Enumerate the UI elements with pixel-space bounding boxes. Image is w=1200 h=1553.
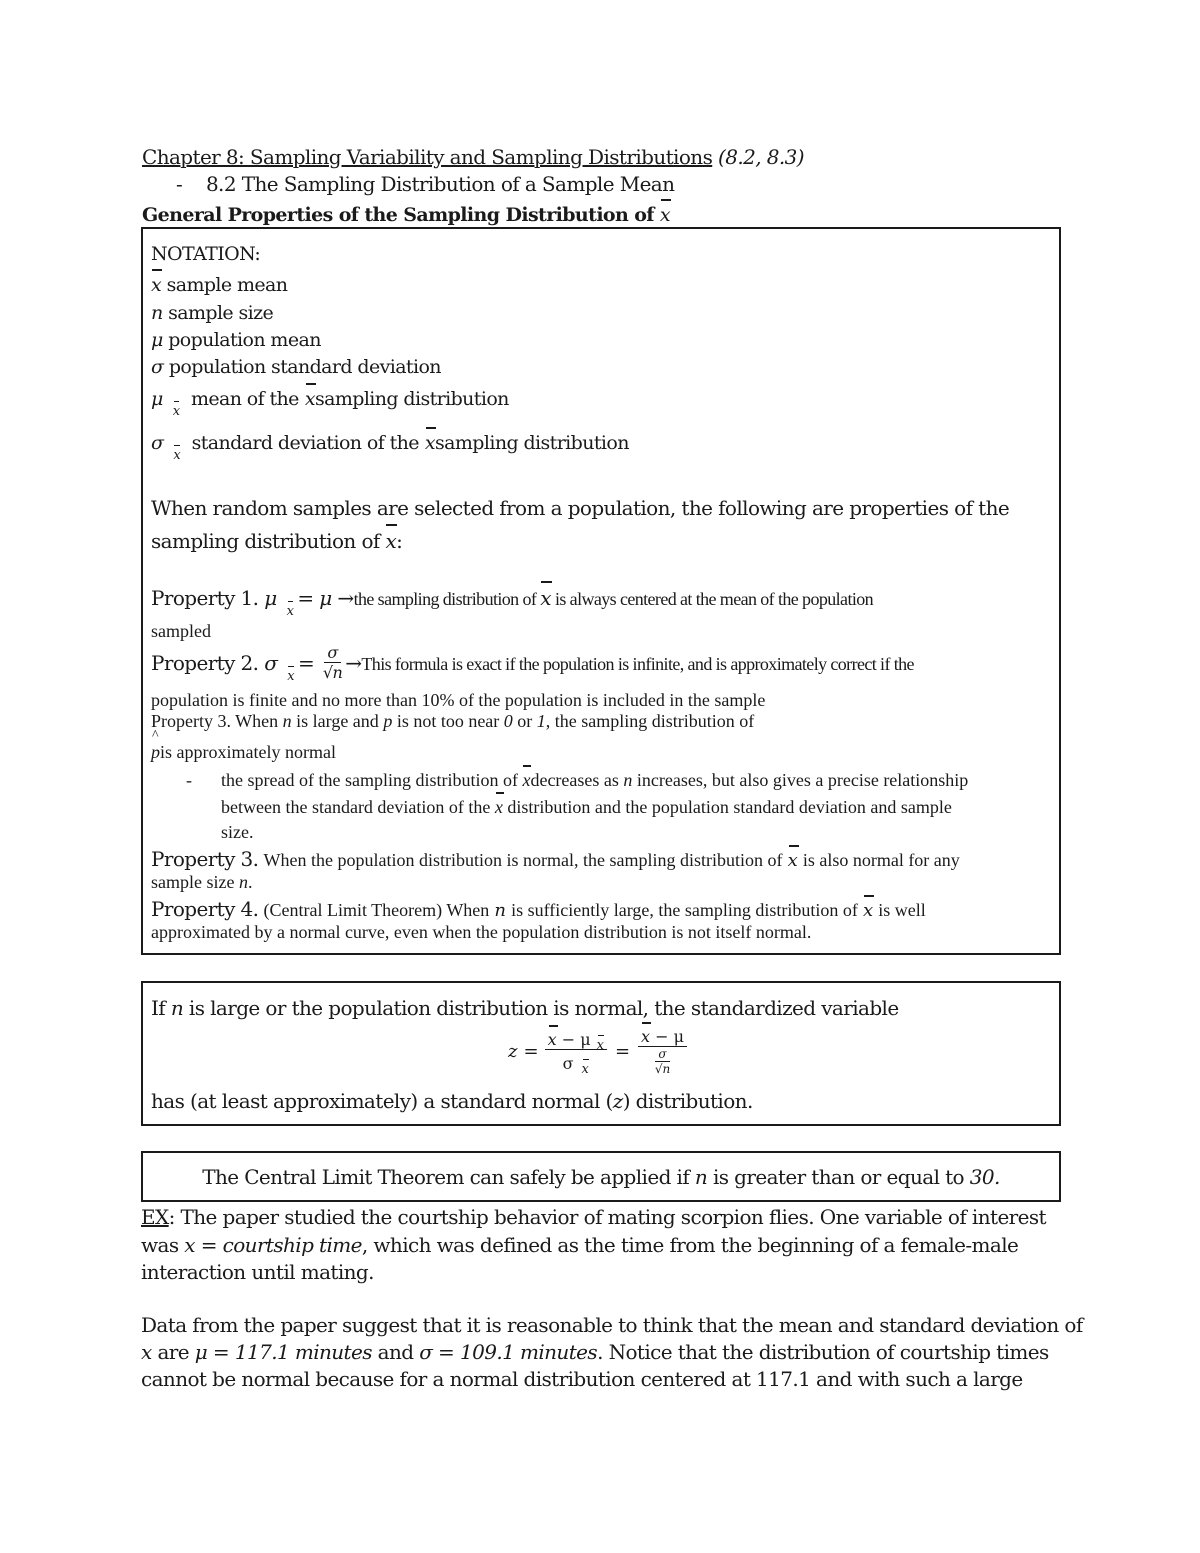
xbar-subscript: x: [596, 1038, 604, 1053]
fraction-denominator: σ x: [562, 1054, 589, 1077]
property-3a-text-e: is approximately normal: [160, 742, 336, 762]
example-para2-line3: cannot be normal because for a normal distribution centered at 117.1 and with such a large: [141, 1367, 1023, 1391]
sigma-value: σ = 109.1 minutes: [419, 1340, 598, 1364]
z-symbol: z: [612, 1089, 623, 1113]
fraction-numerator: x − μ x: [545, 1030, 607, 1050]
bullet-dash: -: [186, 770, 192, 790]
example-para2-and: and: [377, 1340, 414, 1364]
property-2-text-a: This formula is exact if the population is infinite, and is approximately correct if the: [361, 654, 914, 674]
phat-symbol: ^ p: [151, 742, 160, 763]
property-4: [151, 897, 926, 921]
n-symbol: n: [151, 302, 163, 324]
example-para2-line2: [141, 1340, 1049, 1364]
example-line2: [141, 1233, 1018, 1257]
xbar-symbol: x: [522, 770, 531, 790]
xbar-subscript: x: [287, 669, 294, 684]
n-symbol: n: [494, 900, 506, 921]
mu-value: μ = 117.1 minutes: [194, 1340, 372, 1364]
property-3b-line2: sample size n.: [151, 872, 253, 892]
fraction-denominator: √n: [322, 663, 343, 682]
notation-sigma-desc: population standard deviation: [168, 356, 441, 378]
mu-symbol: μ: [151, 388, 163, 410]
n-symbol: n: [694, 1165, 708, 1189]
n-symbol: n: [170, 996, 184, 1020]
notation-sigma-xbar: [151, 432, 629, 463]
property-2-text-b: population is finite and no more than 10% of the population is included in the sample: [151, 690, 766, 710]
standardized-line2: [151, 1089, 753, 1113]
standardized-line1-a: If: [151, 996, 166, 1020]
xbar-subscript: x: [581, 1062, 589, 1077]
example-para2-are: are: [157, 1340, 189, 1364]
intro-line2-text: sampling distribution of: [151, 529, 380, 553]
equals-sign: =: [523, 1041, 539, 1062]
x-symbol: x: [141, 1340, 152, 1364]
mu-symbol: μ: [151, 329, 163, 351]
property-3a-line2: [151, 742, 336, 763]
property-3b-text-c: sample size: [151, 872, 235, 892]
xbar-symbol: x: [540, 586, 551, 610]
sigma-symbol: σ: [264, 651, 278, 675]
fraction-numerator: σ: [655, 1047, 669, 1062]
bullet-text-b: decreases as: [530, 770, 619, 790]
standardized-line2-a: has (at least approximately) a standard normal (: [151, 1089, 613, 1113]
property-3a-text-c: is not too near: [396, 711, 500, 731]
notation-sigma-xbar-desc-a: standard deviation of the: [191, 432, 419, 454]
xbar-symbol: x: [659, 204, 671, 226]
property-1-text-b: is always centered at the mean of the population: [554, 589, 874, 609]
z-formula: [508, 1027, 687, 1076]
notation-mu-xbar: [151, 388, 509, 419]
property-4-text-b: is sufficiently large, the sampling distribution of: [511, 900, 858, 920]
example-label: EX: [141, 1205, 169, 1229]
notation-n-desc: sample size: [168, 302, 274, 324]
clt-text: [141, 1165, 1061, 1189]
sigma-symbol: σ: [151, 356, 164, 378]
property-4-text-d: approximated by a normal curve, even when the population distribution is not itself normal.: [151, 922, 812, 942]
sigma-over-sqrt-n: [652, 1047, 673, 1076]
properties-heading-text: General Properties of the Sampling Distribution of: [142, 204, 654, 226]
zero-value: 0: [503, 711, 513, 731]
property-1-text-a: the sampling distribution of: [353, 589, 537, 609]
property-3-normal: [151, 847, 960, 871]
section-line: [176, 172, 674, 196]
property-4-label: Property 4.: [151, 897, 259, 921]
xbar-symbol: x: [787, 850, 798, 871]
xbar-symbol: x: [494, 797, 503, 817]
bullet-line2: [221, 797, 952, 818]
example-line3: interaction until mating.: [141, 1260, 374, 1284]
fraction-denominator: [649, 1047, 676, 1076]
property-2-label: Property 2.: [151, 651, 259, 675]
xbar-symbol: x: [151, 274, 162, 296]
property-3-proportion: [151, 711, 754, 732]
example-line1-text: : The paper studied the courtship behavior of mating scorpion flies. One variable of interest: [168, 1205, 1046, 1229]
xbar-symbol: x: [641, 1027, 651, 1046]
xbar-symbol: x: [424, 432, 436, 454]
bullet-text-a: the spread of the sampling distribution of: [221, 770, 518, 790]
property-2: Property 2. σx= $\frac{\sigma}{√n}$ →This formula is exact if the population is infinite, and is approximately correct if the: [151, 643, 914, 684]
z-fraction-1: [545, 1030, 607, 1077]
xbar-symbol: x: [547, 1030, 557, 1049]
standardized-line2-b: ) distribution.: [622, 1089, 753, 1113]
notation-mu: [151, 329, 321, 351]
n-symbol: n: [623, 770, 633, 790]
example-para2-line2-b: . Notice that the distribution of courtship times: [597, 1340, 1049, 1364]
sigma-symbol: σ: [151, 432, 164, 454]
notation-title: NOTATION:: [151, 243, 261, 265]
xbar-subscript: x: [286, 604, 294, 619]
xbar-symbol: x: [385, 529, 397, 553]
mu-symbol: μ: [319, 586, 332, 610]
property-1: Property 1. μx= μ →the sampling distribution of x is always centered at the mean of the population: [151, 586, 874, 619]
example-line1: [141, 1205, 1046, 1229]
example-para2-line1: Data from the paper suggest that it is reasonable to think that the mean and standard deviation of: [141, 1313, 1083, 1337]
chapter-title: Chapter 8: Sampling Variability and Sampling Distributions: [142, 145, 713, 169]
chapter-heading: [142, 145, 804, 169]
clt-text-b: is greater than or equal to: [712, 1165, 964, 1189]
bullet-text-e: distribution and the population standard deviation and sample: [507, 797, 952, 817]
property-1-label: Property 1.: [151, 586, 259, 610]
xbar-symbol: x: [862, 900, 874, 921]
notation-xbar: [151, 274, 287, 296]
courtship-time-variable: x = courtship time: [184, 1233, 362, 1257]
bullet-text-f: size.: [221, 822, 254, 842]
notation-mu-xbar-desc-a: mean of the: [190, 388, 299, 410]
n-symbol: n: [282, 711, 292, 731]
property-3a-text-a: Property 3. When: [151, 711, 279, 731]
section-bullet: -: [176, 172, 183, 196]
fraction-denominator: √n: [654, 1062, 671, 1076]
p-symbol: p: [383, 711, 393, 731]
example-line2-a: was: [141, 1233, 179, 1257]
properties-heading: [142, 204, 670, 226]
sigma-over-sqrt-n: [320, 643, 345, 682]
fraction-numerator: x − μ: [638, 1027, 687, 1047]
equals-sign: =: [614, 1041, 631, 1062]
notation-mu-xbar-desc-b: sampling distribution: [314, 388, 509, 410]
n-symbol: n: [238, 872, 248, 892]
property-3a-text-b: is large and: [296, 711, 379, 731]
xbar-subscript: x: [172, 404, 180, 419]
property-3b-text-a: When the population distribution is normal, the sampling distribution of: [263, 850, 783, 870]
property-3a-text-d: , the sampling distribution of: [545, 711, 755, 731]
notation-n: [151, 302, 273, 324]
z-symbol: z: [508, 1041, 518, 1062]
notation-xbar-desc: sample mean: [166, 274, 288, 296]
mu-symbol: μ: [264, 586, 277, 610]
property-4-text-a: (Central Limit Theorem) When: [263, 900, 490, 920]
z-fraction-2: [638, 1027, 687, 1076]
standardized-line1-b: is large or the population distribution is normal, the standardized variable: [188, 996, 899, 1020]
section-label: 8.2 The Sampling Distribution of a Sample Mean: [205, 172, 675, 196]
or-word: or: [517, 711, 533, 731]
notation-mu-desc: population mean: [168, 329, 321, 351]
bullet-text-c: increases, but also gives a precise relationship: [636, 770, 969, 790]
property-3b-text-b: is also normal for any: [802, 850, 960, 870]
intro-line2: sampling distribution of x:: [151, 529, 403, 553]
property-1-text-c: sampled: [151, 621, 211, 641]
notation-sigma-xbar-desc-b: sampling distribution: [435, 432, 629, 454]
standardized-line1: [151, 996, 899, 1020]
clt-number: 30.: [969, 1165, 1000, 1189]
property-4-text-c: is well: [878, 900, 926, 920]
notation-sigma: [151, 356, 441, 378]
xbar-symbol: x: [304, 388, 315, 410]
bullet-text-d: between the standard deviation of the: [221, 797, 491, 817]
xbar-subscript: x: [173, 448, 181, 463]
clt-text-a: The Central Limit Theorem can safely be applied if: [202, 1165, 690, 1189]
property-3b-label: Property 3.: [151, 847, 259, 871]
fraction-numerator: σ: [324, 643, 340, 663]
one-value: 1: [536, 711, 546, 731]
bullet-line1: [221, 770, 968, 791]
example-line2-b: , which was defined as the time from the beginning of a female-male: [361, 1233, 1019, 1257]
chapter-sections: (8.2, 8.3): [718, 145, 804, 169]
intro-line1: When random samples are selected from a population, the following are properties of the: [151, 496, 1010, 520]
